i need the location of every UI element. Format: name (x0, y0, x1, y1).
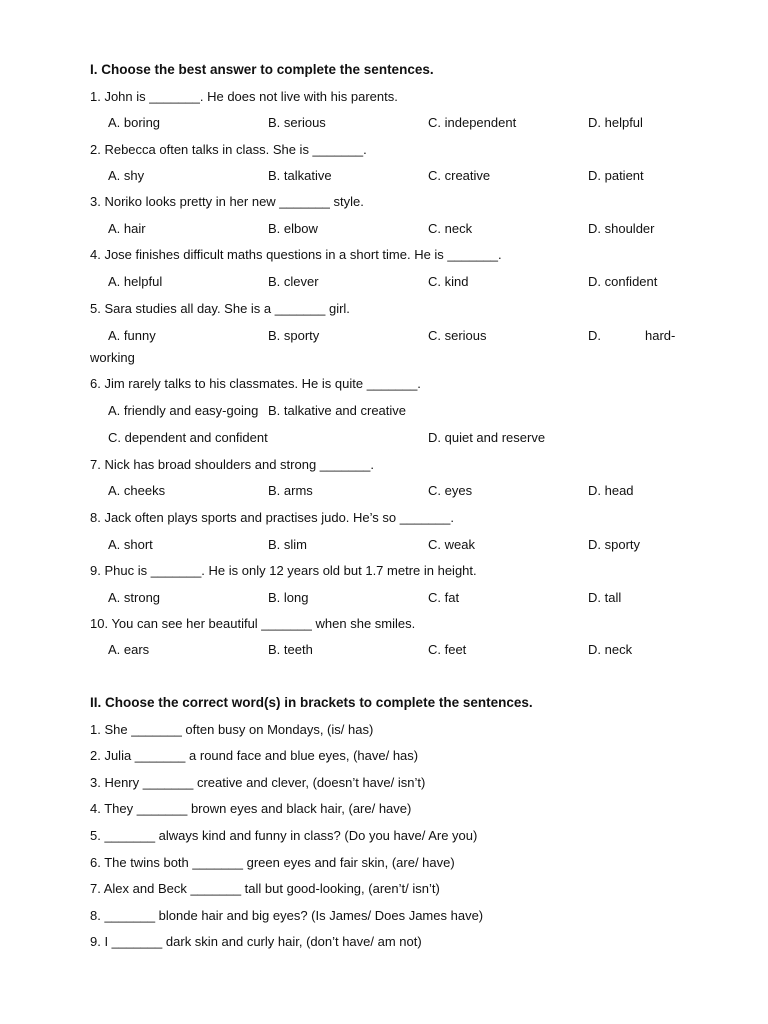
q4-option-c: C. kind (428, 274, 469, 289)
q5-option-c: C. serious (428, 328, 487, 343)
q5-option-d-text-part1: hard- (645, 328, 676, 343)
q1-option-a: A. boring (108, 115, 161, 130)
q7-option-a: A. cheeks (108, 483, 166, 498)
fill-item-2: 2. Julia _______ a round face and blue eyes, (have/ has) (90, 748, 419, 763)
q2-option-c: C. creative (428, 168, 491, 183)
q1-option-b: B. serious (268, 115, 326, 130)
question-2: 2. Rebecca often talks in class. She is _______. (90, 142, 367, 157)
q3-option-b: B. elbow (268, 221, 318, 236)
q6-option-b: B. talkative and creative (268, 403, 407, 418)
q2-option-a: A. shy (108, 168, 145, 183)
q4-option-a: A. helpful (108, 274, 163, 289)
q2-option-d: D. patient (588, 168, 644, 183)
q10-option-c: C. feet (428, 642, 467, 657)
question-4: 4. Jose finishes difficult maths questions in a short time. He is _______. (90, 247, 502, 262)
q10-option-d: D. neck (588, 642, 633, 657)
q9-option-a: A. strong (108, 590, 161, 605)
q8-option-d: D. sporty (588, 537, 641, 552)
q5-option-d-text-part2: working (90, 350, 135, 365)
question-7: 7. Nick has broad shoulders and strong _______. (90, 457, 375, 472)
question-10: 10. You can see her beautiful _______ when she smiles. (90, 616, 416, 631)
q4-option-d: D. confident (588, 274, 658, 289)
fill-item-3: 3. Henry _______ creative and clever, (doesn’t have/ isn’t) (90, 775, 426, 790)
fill-item-7: 7. Alex and Beck _______ tall but good-looking, (aren’t/ isn’t) (90, 881, 440, 896)
fill-item-5: 5. _______ always kind and funny in class? (Do you have/ Are you) (90, 828, 478, 843)
question-5: 5. Sara studies all day. She is a _______ girl. (90, 301, 350, 316)
q3-option-d: D. shoulder (588, 221, 655, 236)
q9-option-d: D. tall (588, 590, 622, 605)
q10-option-a: A. ears (108, 642, 150, 657)
q3-option-c: C. neck (428, 221, 473, 236)
section-1-heading: I. Choose the best answer to complete the sentences. (90, 62, 434, 77)
q5-option-b: B. sporty (268, 328, 320, 343)
q6-option-d: D. quiet and reserve (428, 430, 546, 445)
q7-option-d: D. head (588, 483, 634, 498)
q3-option-a: A. hair (108, 221, 146, 236)
q1-option-d: D. helpful (588, 115, 643, 130)
q5-option-d: D. (588, 328, 601, 343)
q7-option-b: B. arms (268, 483, 313, 498)
q6-option-a: A. friendly and easy-going (108, 403, 259, 418)
fill-item-4: 4. They _______ brown eyes and black hair, (are/ have) (90, 801, 412, 816)
q8-option-b: B. slim (268, 537, 307, 552)
q2-option-b: B. talkative (268, 168, 332, 183)
q9-option-b: B. long (268, 590, 309, 605)
question-6: 6. Jim rarely talks to his classmates. He is quite _______. (90, 376, 421, 391)
question-1: 1. John is _______. He does not live with his parents. (90, 89, 398, 104)
q8-option-c: C. weak (428, 537, 475, 552)
section-2-heading: II. Choose the correct word(s) in brackets to complete the sentences. (90, 695, 533, 710)
fill-item-6: 6. The twins both _______ green eyes and fair skin, (are/ have) (90, 855, 455, 870)
q5-option-a: A. funny (108, 328, 156, 343)
question-9: 9. Phuc is _______. He is only 12 years old but 1.7 metre in height. (90, 563, 477, 578)
fill-item-8: 8. _______ blonde hair and big eyes? (Is James/ Does James have) (90, 908, 484, 923)
q7-option-c: C. eyes (428, 483, 473, 498)
q6-option-c: C. dependent and confident (108, 430, 268, 445)
fill-item-9: 9. I _______ dark skin and curly hair, (don’t have/ am not) (90, 934, 422, 949)
question-8: 8. Jack often plays sports and practises judo. He’s so _______. (90, 510, 454, 525)
q8-option-a: A. short (108, 537, 153, 552)
fill-item-1: 1. She _______ often busy on Mondays, (is/ has) (90, 722, 374, 737)
q10-option-b: B. teeth (268, 642, 313, 657)
q4-option-b: B. clever (268, 274, 319, 289)
question-3: 3. Noriko looks pretty in her new _______ style. (90, 194, 364, 209)
q9-option-c: C. fat (428, 590, 460, 605)
q1-option-c: C. independent (428, 115, 517, 130)
